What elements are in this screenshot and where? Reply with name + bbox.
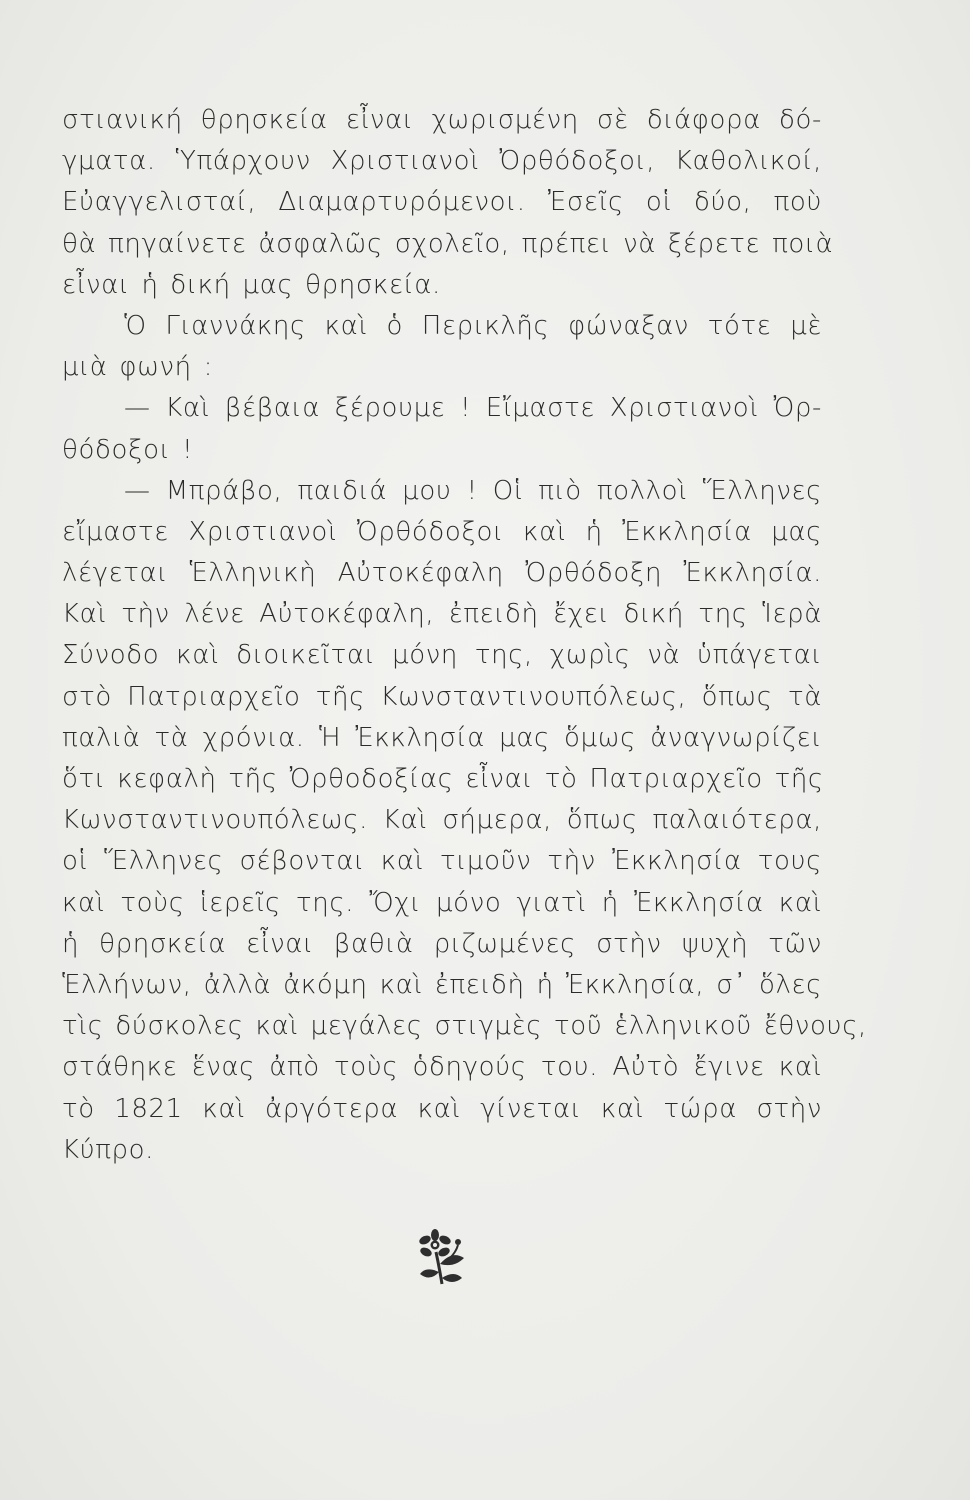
- text-line: θόδοξοι !: [62, 434, 194, 465]
- text-line: Εὐαγγελισταί, Διαμαρτυρόμενοι. Ἐσεῖς οἱ δύο, ποὺ: [62, 187, 822, 218]
- text-line: καὶ τοὺς ἱερεῖς της. Ὄχι μόνο γιατὶ ἡ Ἐκκλησία καὶ: [62, 887, 822, 918]
- text-line: Καὶ τὴν λένε Αὐτοκέφαλη, ἐπειδὴ ἔχει δική της Ἱερὰ: [62, 599, 822, 630]
- text-line: ὅτι κεφαλὴ τῆς Ὀρθοδοξίας εἶναι τὸ Πατριαρχεῖο τῆς: [62, 764, 824, 794]
- text-line: εἴμαστε Χριστιανοὶ Ὀρθόδοξοι καὶ ἡ Ἐκκλησία μας: [62, 516, 822, 547]
- text-line: Σύνοδο καὶ διοικεῖται μόνη της, χωρὶς νὰ ὑπάγεται: [62, 640, 822, 671]
- dialogue-line: — Καὶ βέβαια ξέρουμε ! Εἴμαστε Χριστιανοὶ Ὀρ-: [124, 393, 822, 424]
- text-line: Ἑλλήνων, ἀλλὰ ἀκόμη καὶ ἐπειδὴ ἡ Ἐκκλησία, σ᾽ ὅλες: [62, 969, 822, 1000]
- text-line: στὸ Πατριαρχεῖο τῆς Κωνσταντινουπόλεως, ὅπως τὰ: [62, 681, 822, 712]
- flower-ornament-icon: [414, 1228, 468, 1286]
- text-line: μιὰ φωνή :: [62, 352, 213, 383]
- text-line: Ὁ Γιαννάκης καὶ ὁ Περικλῆς φώναξαν τότε μὲ: [124, 310, 822, 341]
- text-line: παλιὰ τὰ χρόνια. Ἡ Ἐκκλησία μας ὅμως ἀναγνωρίζει: [62, 722, 822, 753]
- body-text: [62, 100, 867, 1171]
- text-line: τὸ 1821 καὶ ἀργότερα καὶ γίνεται καὶ τώρα στὴν: [62, 1093, 822, 1124]
- text-line: στάθηκε ἕνας ἀπὸ τοὺς ὁδηγούς του. Αὐτὸ ἔγινε καὶ: [62, 1052, 822, 1083]
- dialogue-line: — Μπράβο, παιδιά μου ! Οἱ πιὸ πολλοὶ Ἕλληνες: [124, 475, 822, 506]
- text-line: γματα. Ὑπάρχουν Χριστιανοὶ Ὀρθόδοξοι, Καθολικοί,: [62, 146, 822, 177]
- text-line: στιανική θρησκεία εἶναι χωρισμένη σὲ διάφορα δό-: [62, 105, 822, 135]
- text-line: τὶς δύσκολες καὶ μεγάλες στιγμὲς τοῦ ἑλληνικοῦ ἔθνους,: [62, 1011, 867, 1042]
- text-line: εἶναι ἡ δική μας θρησκεία.: [62, 269, 441, 300]
- text-line: λέγεται Ἑλληνικὴ Αὐτοκέφαλη Ὀρθόδοξη Ἐκκλησία.: [62, 558, 822, 589]
- text-line: οἱ Ἕλληνες σέβονται καὶ τιμοῦν τὴν Ἐκκλησία τους: [62, 846, 822, 877]
- text-line: θὰ πηγαίνετε ἀσφαλῶς σχολεῖο, πρέπει νὰ ξέρετε ποιὰ: [62, 228, 834, 259]
- text-line: ἡ θρησκεία εἶναι βαθιὰ ριζωμένες στὴν ψυχὴ τῶν: [62, 928, 822, 959]
- text-line: Κωνσταντινουπόλεως. Καὶ σήμερα, ὅπως παλαιότερα,: [62, 805, 822, 836]
- text-line: Κύπρο.: [62, 1134, 155, 1165]
